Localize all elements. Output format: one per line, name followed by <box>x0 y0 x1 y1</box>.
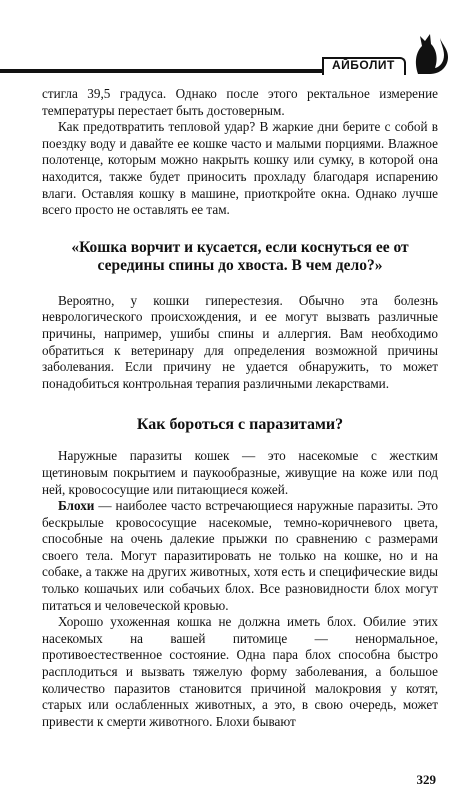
paragraph-hyperesthesia: Вероятно, у кошки гиперестезия. Обычно эта болезнь неврологического происхождения, и ее могут вызвать различные причины, например, ушибы спины и аллергия. Вам необходимо обратиться к ветеринару для определения возможной причины заболевания. Если причину не удается обнаружить, то может понадобиться контрольная терапия различными лекарствами. <box>42 292 438 391</box>
paragraph-fleas <box>42 498 438 614</box>
fleas-term: Блохи <box>58 498 95 514</box>
paragraph-continuation: стигла 39,5 градуса. Однако после этого ректальное измерение температуры перестает быть достоверным. <box>42 86 438 118</box>
fleas-text: — наиболее часто встречающиеся наружные паразиты. Это бескрылые кровососущие насекомые, темно-коричневого цвета, способные на очень далекие прыжки по сравнению с размерами своего тела. Могут паразитировать не только на кошке, но и на собаке, а также на других животных, хотя есть и специфические виды только кошачьих или собачьих блох. Все разновидности блох могут питаться и человеческой кровью. <box>42 498 438 613</box>
page-body <box>42 86 438 730</box>
section-title: Как бороться с паразитами? <box>136 416 344 434</box>
cat-silhouette-icon <box>404 22 450 76</box>
paragraph-heatstroke: Как предотвратить тепловой удар? В жаркие дни берите с собой в поездку воду и давайте ее кошке часто и малыми порциями. Влажное полотенце, которым можно накрыть кошку или сумку, в которой она находится, также будет приносить прохладу благодаря испарению влаги. Оставляя кошку в машине, приоткройте окна. Однако лучше всего просто не оставлять ее там. <box>42 119 438 218</box>
paragraph-external-parasites: Наружные паразиты кошек — это насекомые с жестким щетиновым покрытием и паукообразные, живущие на коже или под ней, кровососущие или питающиеся кожей. <box>42 448 438 497</box>
paragraph-flea-care: Хорошо ухоженная кошка не должна иметь блох. Обилие этих насекомых на вашей питомице — ненормальное, противоестественное состояние. Одна пара блох способна быстро расплодиться и вызвать тяжелую форму заболевания, а большое количество паразитов становится причиной малокровия у котят, старых или ослабленных животных, а это, в свою очередь, может привести к смерти животного. Блохи бывают <box>42 614 438 729</box>
running-header-title: АЙБОЛИТ <box>332 58 395 72</box>
question-heading: «Кошка ворчит и кусается, если коснуться ее от середины спины до хвоста. В чем дело?» <box>71 238 409 274</box>
page-number: 329 <box>416 772 436 787</box>
